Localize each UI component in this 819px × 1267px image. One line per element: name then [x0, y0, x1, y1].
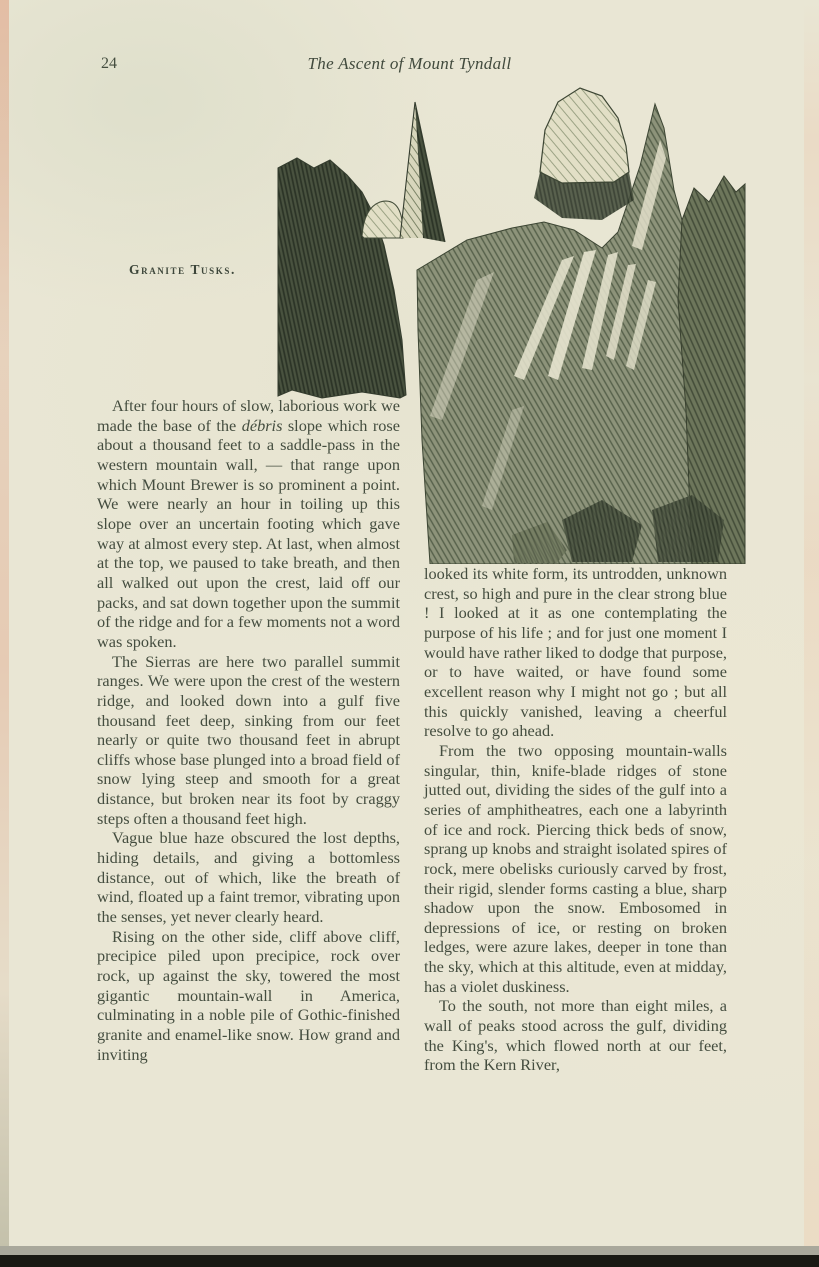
page-number: 24 [101, 55, 117, 72]
paragraph-text: slope which rose about a thousand feet to a saddle-pass in the western mountain wall, — that range upon which Mount Brewer is so prominent a point. We were nearly an hour in toiling up this slope over an uncertain footing which gave way at almost every step. At last, when almost at the top, we paused to take breath, and then all walked out upon the crest, laid off our packs, and sat down together upon the summit of the ridge and for a few moments not a word was spoken. [97, 415, 400, 651]
right-text-column [424, 564, 727, 1075]
running-title: The Ascent of Mount Tyndall [307, 54, 512, 73]
left-text-column [97, 396, 400, 1064]
italic-word: débris [241, 415, 283, 435]
figure-caption: Granite Tusks. [129, 262, 236, 277]
paragraph [97, 396, 400, 652]
page-left-edge-tint [0, 0, 9, 1267]
paragraph: looked its white form, its untrodden, unknown crest, so high and pure in the clear strong blue ! I looked at it as one contemplating the purpose of his life ; and for just one moment I would have rather liked to dodge that purpose, or to have waited, or have found some excellent reason why I might not go ; but all this quickly vanished, leaving a cheerful resolve to go ahead. [424, 564, 727, 741]
scan-bottom-band [0, 1255, 819, 1267]
paragraph: Rising on the other side, cliff above cliff, precipice piled upon precipice, rock over rock, up against the sky, towered the most gigantic mountain-wall in America, culminating in a noble pile of Gothic-finished granite and enamel-like snow. How grand and inviting [97, 926, 400, 1064]
paragraph: From the two opposing mountain-walls singular, thin, knife-blade ridges of stone jutted out, dividing the sides of the gulf into a series of amphitheatres, each one a labyrinth of ice and rock. Piercing thick beds of snow, sprang up knobs and straight isolated spires of rock, mere obelisks curiously carved by frost, their rigid, slender forms casting a blue, sharp shadow upon the snow. Embosomed in depressions of ice, or resting on broken ledges, were azure lakes, deeper in tone than the sky, which at this altitude, even at midday, has a violet duskiness. [424, 740, 727, 996]
paragraph: Vague blue haze obscured the lost depths, hiding details, and giving a bottomless distance, out of which, like the breath of wind, floated up a faint tremor, vibrating upon the senses, yet never clearly heard. [97, 828, 400, 927]
paragraph: The Sierras are here two parallel summit ranges. We were upon the crest of the western ridge, and looked down into a gulf five thousand feet deep, sinking from our feet nearly or quite two thousand feet in abrupt cliffs whose base plunged into a broad field of snow lying steep and smooth for a great distance, but broken near its foot by craggy steps often a thousand feet high. [97, 651, 400, 828]
scan-page-edge [0, 1246, 819, 1255]
paragraph: To the south, not more than eight miles, a wall of peaks stood across the gulf, dividing the King's, which flowed north at our feet, from the Kern River, [424, 996, 727, 1075]
paragraph-text: After four hours of slow, laborious work we made the base of the [97, 396, 400, 435]
page-right-edge-tint [804, 0, 819, 1267]
